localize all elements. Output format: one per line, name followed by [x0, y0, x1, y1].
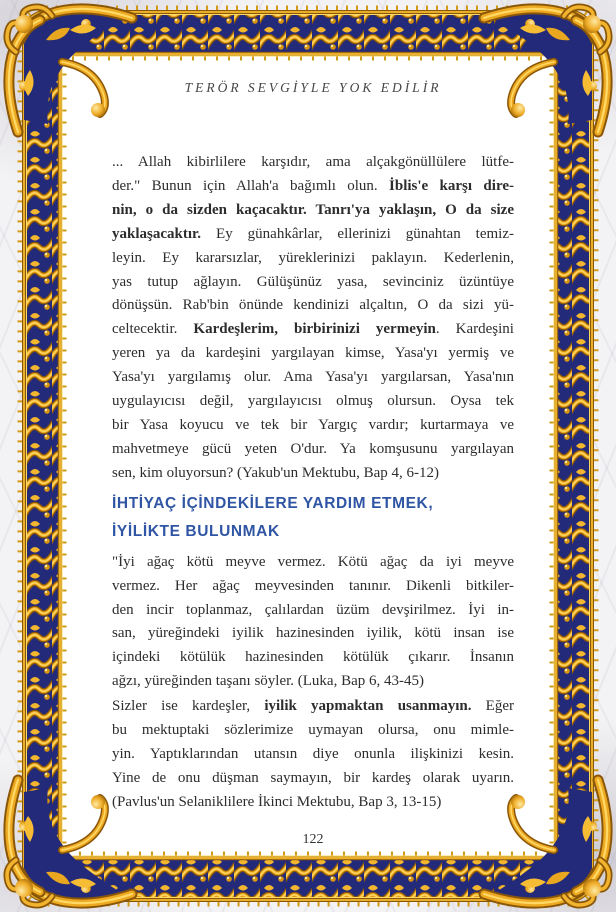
text-line: ... Allah kibirlilere karşıdır, ama alçakgönüllülere lütfe-	[112, 154, 514, 170]
text-line: bu mektuptaki sözlerimize uymayan olursa, onu mimle-	[112, 722, 514, 739]
text-line: bir Yasa koyucu ve tek bir Yargıç vardır; kurtarmaya ve	[112, 416, 514, 433]
text-line: celtecektir. Kardeşlerim, birbirinizi yermeyin. Kardeşini	[112, 321, 514, 338]
running-header: TERÖR SEVGİYLE YOK EDİLİR	[184, 80, 442, 95]
text-line: uygulayıcısı değil, yargılayıcısı olmuş olursun. Oysa tek	[112, 393, 514, 410]
text-line: den incir toplanmaz, çalılardan üzüm devşirilmez. İyi in-	[112, 601, 514, 618]
text-line: ağzı, yüreğinden taşanı söyler. (Luka, Bap 6, 43-45)	[112, 673, 424, 690]
section-heading-line1: İHTİYAÇ İÇİNDEKİLERE YARDIM ETMEK,	[112, 494, 434, 512]
text-line: leyin. Ey kararsızlar, yüreklerinizi paklayın. Kederlenin,	[112, 249, 514, 266]
body-paragraph-luke	[112, 551, 514, 694]
text-line: yaklaşacaktır. Ey günahkârlar, ellerinizi günahtan temiz-	[112, 225, 514, 242]
text-line: yeren ya da kardeşini yargılayan kimse, Yasa'yı yermiş ve	[112, 345, 514, 362]
text-line: mahvetmeye gücü yeten O'dur. Ya komşusunu yargılayan	[112, 440, 514, 457]
text-line: "İyi ağaç kötü meyve vermez. Kötü ağaç da iyi meyve	[112, 553, 514, 570]
text-line: dönüşsün. Rab'bin önünde kendinizi alçaltın, O da sizi yü-	[112, 297, 514, 314]
text-line: içindeki kötülük hazinesinden kötülük çıkarır. İnsanın	[112, 649, 514, 666]
text-line: Sizler ise kardeşler, iyilik yapmaktan usanmayın. Eğer	[112, 698, 514, 715]
text-line: nin, o da sizden kaçacaktır. Tanrı'ya yaklaşın, O da size	[112, 201, 514, 218]
text-line: Yasa'yı yargılamış olur. Ama Yasa'yı yargılarsan, Yasa'nın	[112, 369, 514, 386]
text-line: yin. Yaptıklarından utansın diye onunla ilişkinizi kesin.	[112, 745, 514, 762]
text-line: Yine de onu düşman saymayın, bir kardeş olarak uyarın.	[112, 769, 514, 786]
text-line: sen, kim oluyorsun? (Yakub'un Mektubu, Bap 4, 6-12)	[112, 464, 439, 481]
body-text	[112, 151, 514, 815]
text-line: yas tutup ağlayın. Gülüşünüz yasa, sevinciniz üzüntüye	[112, 273, 514, 290]
text-line: der." Bunun için Allah'a bağımlı olun. İblis'e karşı dire-	[112, 177, 514, 194]
text-line: san, yüreğindeki iyilik hazinesinden iyilik, kötü insan ise	[112, 625, 514, 642]
body-paragraph-james	[112, 151, 514, 486]
section-heading-line2: İYİLİKTE BULUNMAK	[112, 523, 280, 541]
page-number: 122	[302, 832, 324, 847]
text-line: vermez. Her ağaç meyvesinden tanınır. Dikenli bitkiler-	[112, 577, 514, 594]
body-paragraph-thessalonians	[112, 695, 514, 815]
text-line: (Pavlus'un Selaniklilere İkinci Mektubu, Bap 3, 13-15)	[112, 793, 442, 810]
section-heading	[112, 490, 514, 547]
